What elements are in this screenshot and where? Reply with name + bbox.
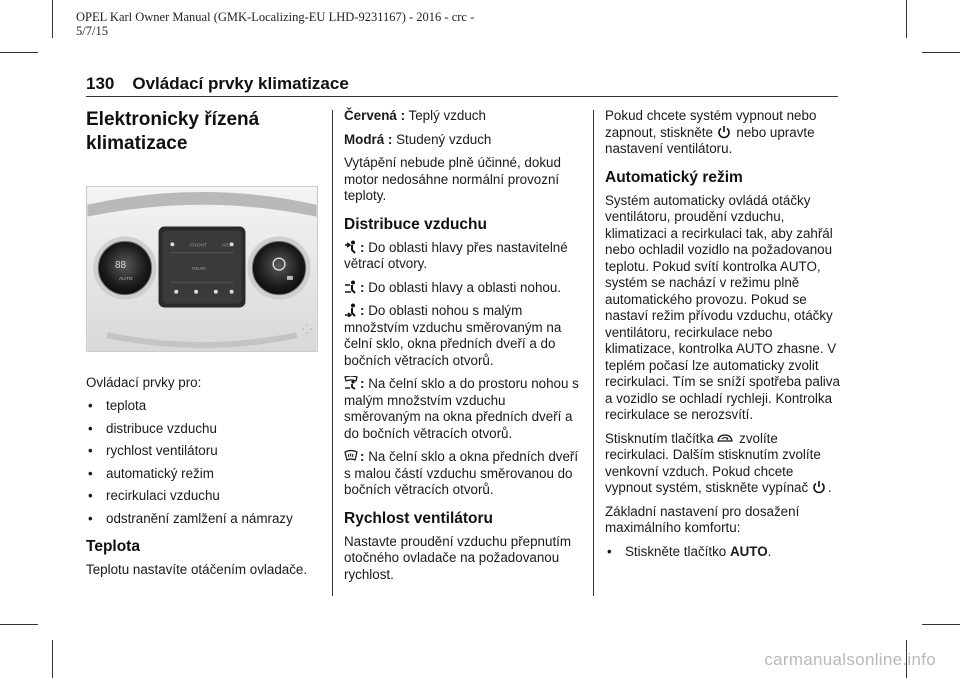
dist-item: : Do oblasti nohou s malým množstvím vzduchu směrovaným na čelní sklo, okna předních dveří a do bočních větracích otvorů. [344,303,562,368]
watermark: carmanualsonline.info [764,650,936,669]
svg-text:88: 88 [115,260,127,272]
running-title: Ovládací prvky klimatizace [132,74,349,93]
comfort-steps [605,544,843,561]
list-item: • Stiskněte tlačítko AUTO. [605,544,843,561]
controls-list [86,398,320,527]
list-item: • recirkulaci vzduchu [86,488,320,505]
rear-label: REAR [192,266,206,272]
ac-label: A/C [221,243,230,249]
list-item: • rychlost ventilátoru [86,443,320,460]
blue-line [344,132,582,149]
red-line [344,108,582,125]
teplota-text: Teplotu nastavíte otáčením ovladače. [86,562,308,577]
dist-item: : Do oblasti hlavy a oblasti nohou. [344,280,582,297]
crop-mark [922,624,960,625]
crop-mark [0,52,38,53]
distribution-heading: Distribuce vzduchu [344,215,487,233]
auto-heading: Automatický režim [605,168,743,186]
recirculation-icon [717,431,733,445]
teplota-heading: Teplota [86,538,140,555]
section-title: Elektronicky řízená klimatizace [86,109,260,154]
list-item: • distribuce vzduchu [86,421,320,438]
document-meta [76,10,536,38]
controls-intro: Ovládací prvky pro: [86,374,202,390]
power-icon [812,480,826,494]
vent-head-feet-icon [344,280,358,294]
meta-line-2: 5/7/15 [76,24,108,38]
page-number: 130 [86,74,115,93]
dist-item: : Do oblasti hlavy přes nastavitelné větrací otvory. [344,239,568,271]
column-divider [332,110,333,596]
column-2 [344,108,582,590]
recirc-text: Stisknutím tlačítka zvolíte recirkulaci. Dalším stisknutím zvolíte venkovní vzduch. Pokud chcete vypnout systém, stiskněte vypínač . [605,430,832,495]
red-label: Červená : [344,108,406,123]
comfort-text: Základní nastavení pro dosažení maximálního komfortu: [605,503,800,535]
dist-item: : Na čelní sklo a okna předních dveří s malou částí vzduchu směrovanou do bočních větracích otvorů. [344,449,579,497]
crop-mark [906,0,907,38]
column-divider [593,110,594,596]
blue-text: Studený vzduch [396,131,492,147]
vent-feet-icon [344,303,358,317]
fan-text: Nastavte proudění vzduchu přepnutím otočného ovladače na požadovanou rychlost. [344,533,572,582]
column-3 [605,108,843,566]
list-item: • automatický režim [86,466,320,483]
column-1 [86,108,320,586]
defrost-icon [344,449,358,463]
crop-mark [52,0,53,38]
fan-heading: Rychlost ventilátoru [344,509,493,527]
meta-line-1: OPEL Karl Owner Manual (GMK-Localizing-EU LHD-9231167) - 2016 - crc - [76,10,475,24]
red-text: Teplý vzduch [408,108,486,123]
heating-note: Vytápění nebude plně účinné, dokud motor nedosáhne normální provozní teploty. [344,155,561,203]
list-item: • odstranění zamlžení a námrazy [86,511,320,528]
list-item: • teplota [86,398,320,415]
running-header [86,74,349,94]
climate-panel-image [86,186,318,352]
crop-mark [52,640,53,678]
vent-head-icon [344,240,358,254]
dist-item: : Na čelní sklo a do prostoru nohou s malým množstvím vzduchu směrovaným na okna předních dveří a do bočních větracích otvorů. [344,376,579,441]
power-icon [717,125,731,139]
auto-button-label: AUTO [729,543,768,559]
blue-label: Modrá : [344,131,393,147]
header-rule [86,96,838,97]
vent-windscreen-feet-icon [344,376,358,390]
power-text: Pokud chcete systém vypnout nebo zapnout, stiskněte nebo upravte nastavení ventilátoru. [605,108,817,156]
crop-mark [922,52,960,53]
auto-text: Systém automaticky ovládá otáčky ventilátoru, proudění vzduchu, klimatizaci a recirkulaci tak, aby zahřál nebo ochladil vozidlo na požadovanou teplotu. Pokud svítí kontrolka AUTO, systém se nachází v režimu plně automatického provozu. Pokud se nastaví režim přívodu vzduchu, otáčky ventilátoru, recirkulace nebo klimatizace, kontrolka AUTO zhasne. V teplém počasí lze automaticky zvolit recirkulaci. Tím se sníží spotřeba paliva a vozidlo se ochladí rychleji. Kontrolka recirkulace se nerozsvítí. [605,192,840,422]
auto-label: AUTO [119,276,133,282]
crop-mark [0,624,38,625]
front-label: FRONT [190,243,208,249]
